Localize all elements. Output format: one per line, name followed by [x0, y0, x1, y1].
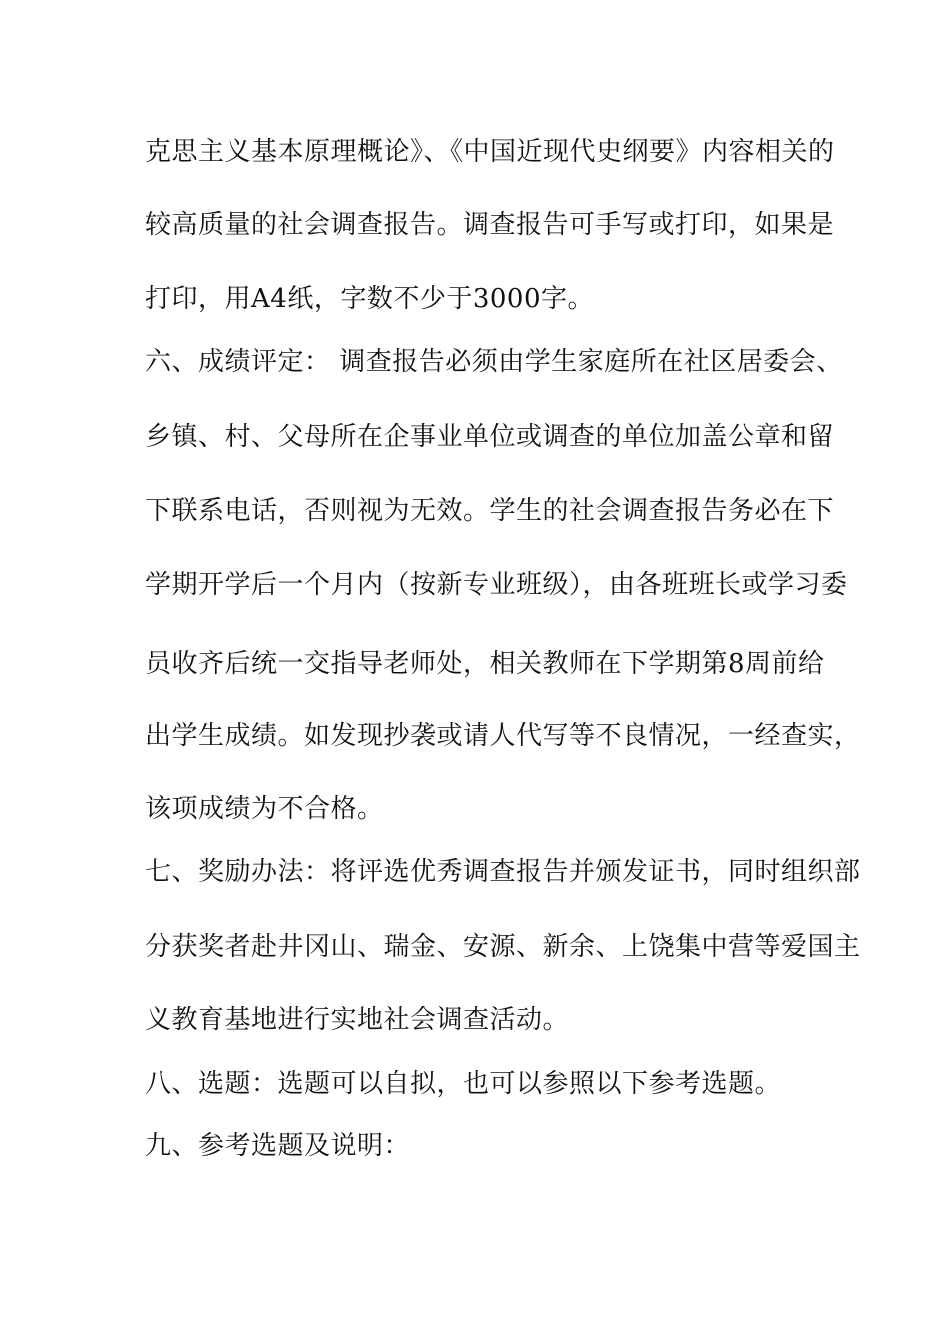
text-line: 打印，用A4纸，字数不少于3000字。 [145, 284, 594, 314]
text-line: 员收齐后统一交指导老师处，相关教师在下学期第8周前给 [145, 649, 825, 679]
text-line: 学期开学后一个月内（按新专业班级），由各班班长或学习委 [145, 570, 848, 600]
text-line: 出学生成绩。如发现抄袭或请人代写等不良情况，一经查实， [145, 721, 861, 751]
text-line: 该项成绩为不合格。 [145, 794, 384, 824]
text-line: 克思主义基本原理概论》、《中国近现代史纲要》内容相关的 [145, 137, 835, 167]
section-six-heading-line: 六、成绩评定： 调查报告必须由学生家庭所在社区居委会、 [145, 347, 843, 377]
text-line: 义教育基地进行实地社会调查活动。 [145, 1005, 570, 1035]
text-line: 下联系电话，否则视为无效。学生的社会调查报告务必在下 [145, 496, 835, 526]
section-seven-heading-line: 七、奖励办法：将评选优秀调查报告并颁发证书，同时组织部 [145, 857, 861, 887]
text-line: 较高质量的社会调查报告。调查报告可手写或打印，如果是 [145, 210, 835, 240]
text-line: 乡镇、村、父母所在企事业单位或调查的单位加盖公章和留 [145, 422, 835, 452]
section-nine-heading-line: 九、参考选题及说明： [145, 1131, 411, 1161]
text-line: 分获奖者赴井冈山、瑞金、安源、新余、上饶集中营等爱国主 [145, 932, 861, 962]
section-eight-heading-line: 八、选题：选题可以自拟，也可以参照以下参考选题。 [145, 1069, 782, 1099]
